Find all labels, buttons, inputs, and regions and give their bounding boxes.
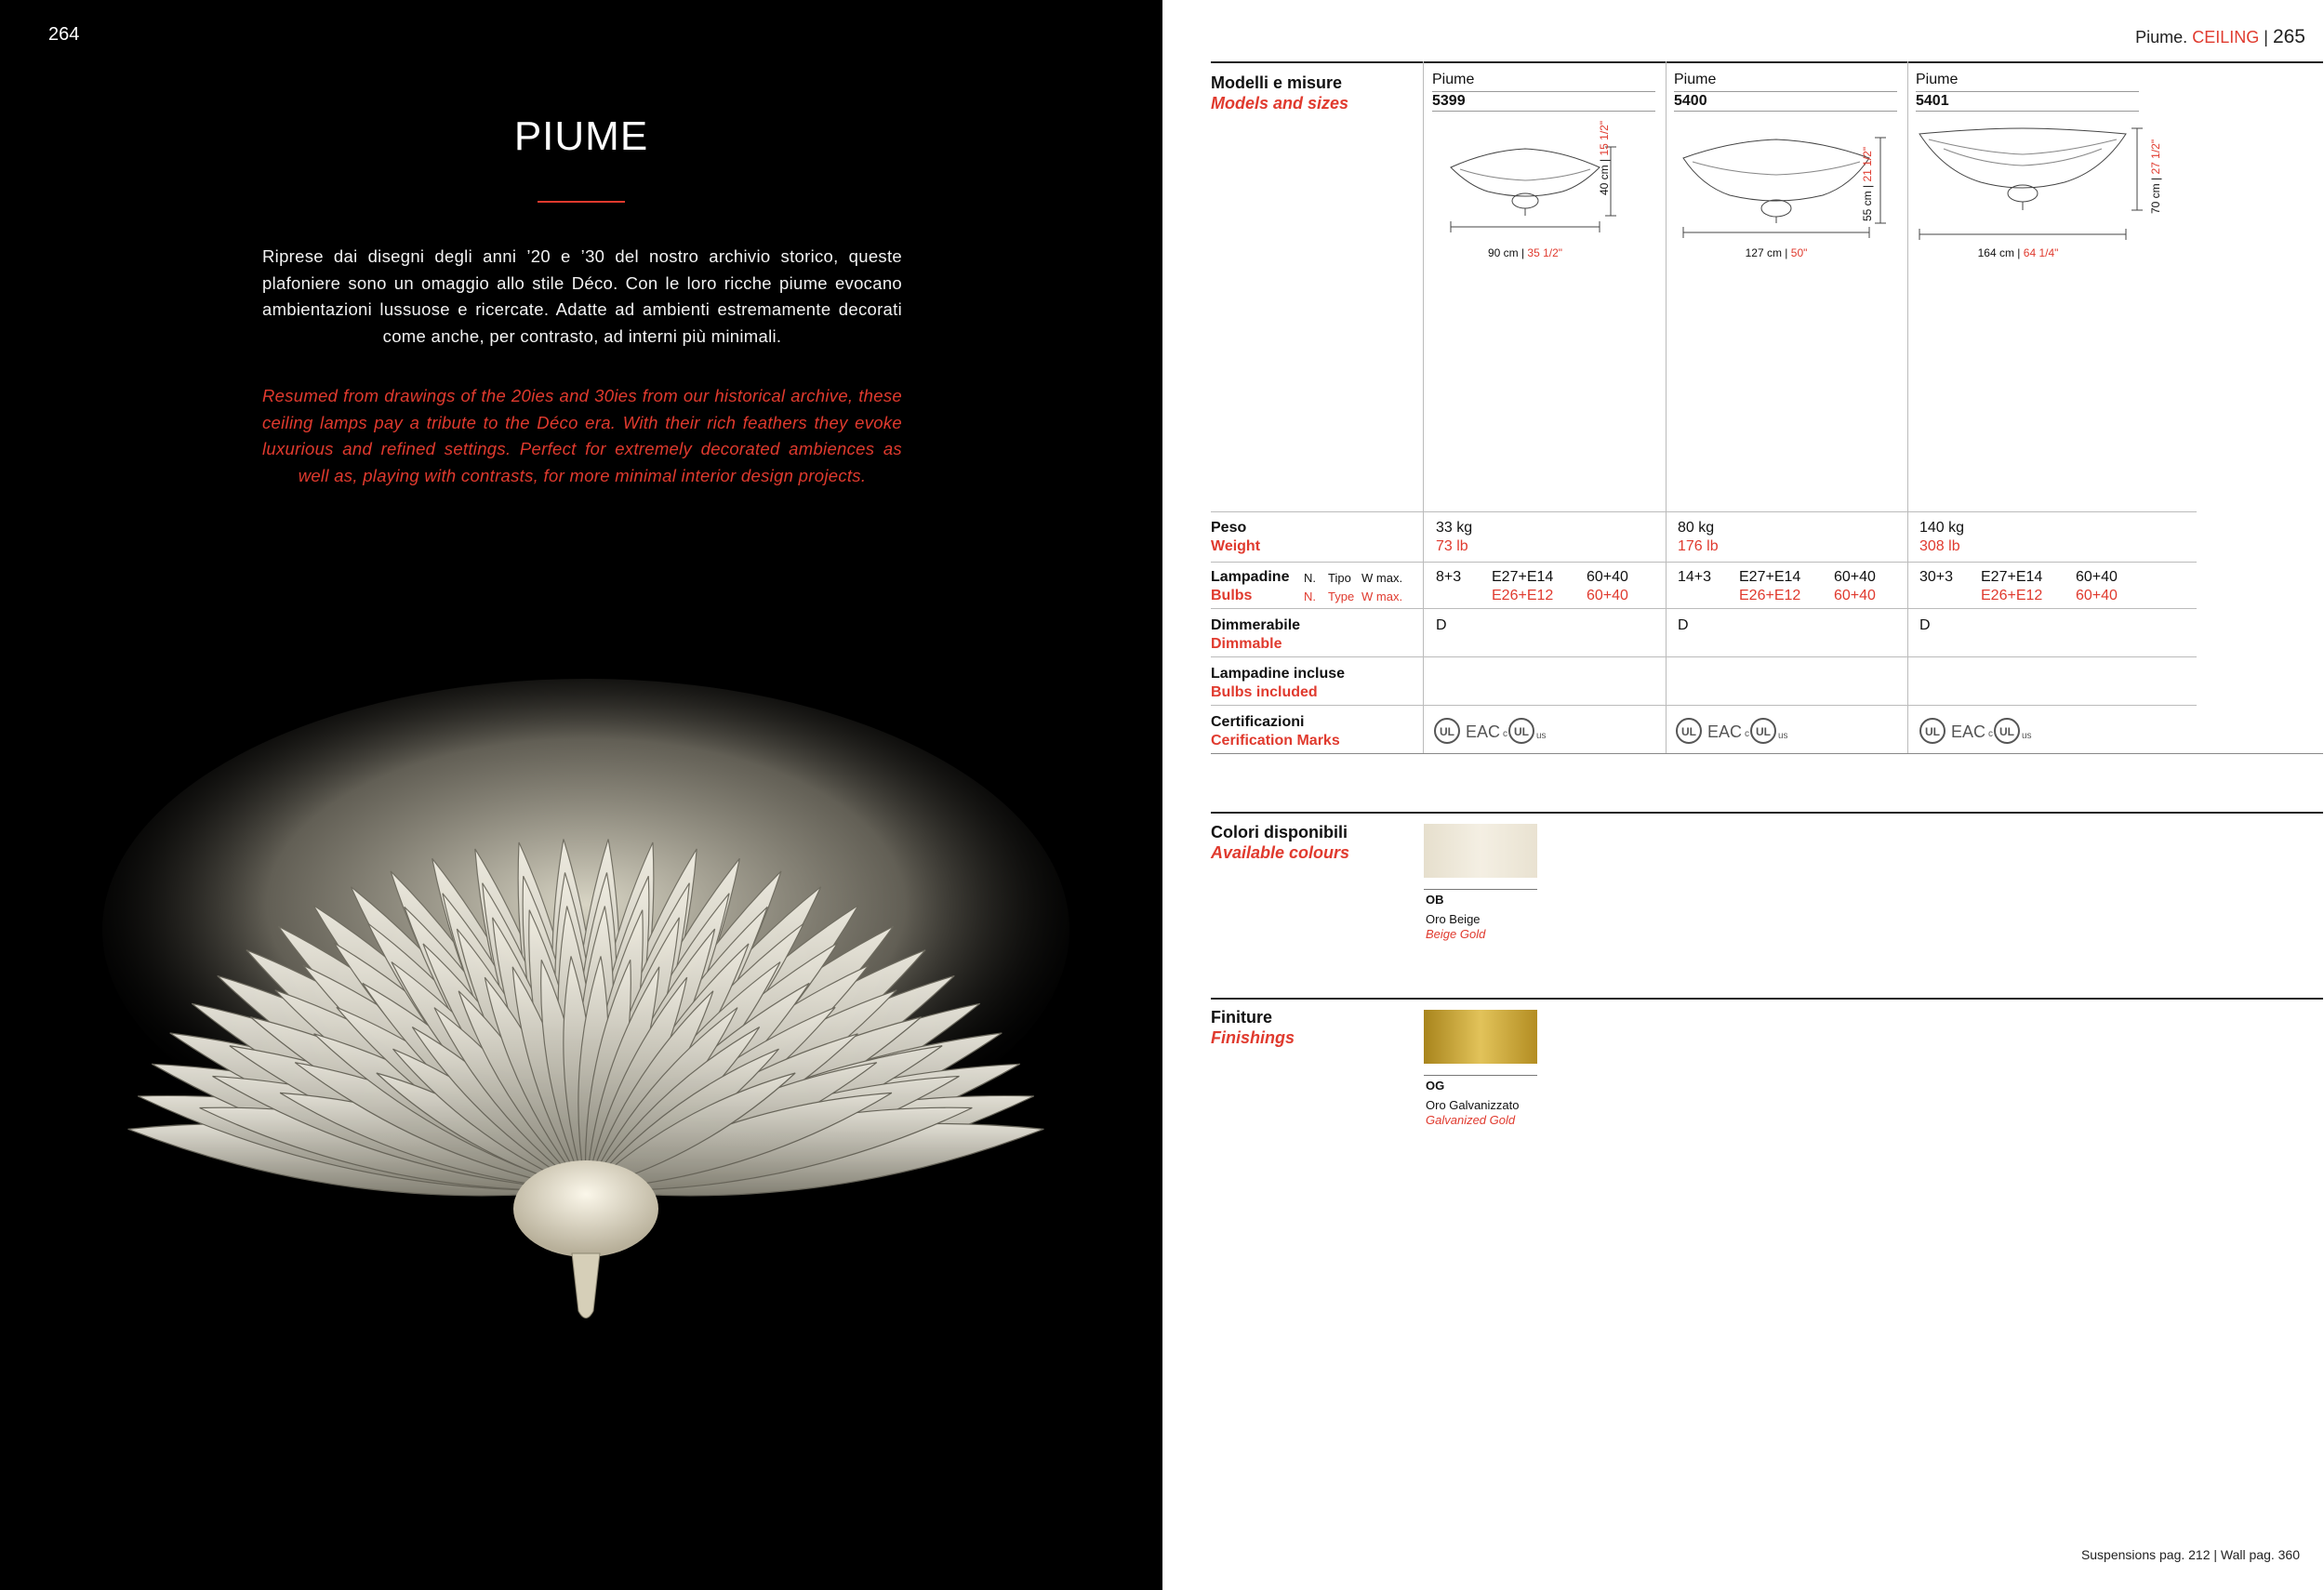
w-eu: 60+40 (1834, 569, 1876, 585)
dimmable-value: D (1436, 617, 1447, 633)
label-included-it: Lampadine incluse (1211, 666, 1346, 682)
colour-name-it: Oro Beige (1426, 912, 1481, 926)
type-us: E26+E12 (1492, 588, 1554, 603)
colour-code: OB (1426, 893, 1444, 907)
bulbs-type (1739, 568, 1800, 605)
cert-ul-text: UL (1514, 725, 1529, 738)
cert-ul-text: UL (1440, 725, 1454, 738)
weight-lb: 176 lb (1678, 538, 1719, 554)
finishes-rule (1211, 998, 2323, 1000)
cert-c-text: c (1503, 729, 1507, 739)
label-bulbs-included (1211, 665, 1345, 702)
weight-kg: 80 kg (1678, 520, 1715, 536)
row-rule (1211, 705, 2197, 706)
bulbs-type (1492, 568, 1553, 605)
label-models (1211, 73, 1348, 113)
label-colours (1211, 822, 1349, 863)
model-name: Piume (1916, 72, 1959, 87)
finish-name (1426, 1098, 1519, 1128)
height-in: 21 1/2" (1861, 146, 1874, 182)
bulbs-type (1981, 568, 2042, 605)
width-cm: 164 cm (1977, 246, 2014, 259)
width-label: 127 cm | 50" (1745, 246, 1808, 259)
column-divider (1907, 61, 1908, 753)
page-title: PIUME (513, 113, 649, 159)
bulbs-n: 30+3 (1919, 569, 1954, 585)
certification-marks-icon (1674, 716, 1804, 746)
width-cm: 90 cm (1487, 246, 1519, 259)
dimmable-value: D (1919, 617, 1931, 633)
height-cm: 70 cm (2149, 183, 2162, 214)
cert-us-text: us (1536, 731, 1547, 741)
model-code: 5399 (1432, 91, 1655, 112)
bulbs-w (1834, 568, 1876, 605)
type-eu: E27+E14 (1739, 569, 1801, 585)
cert-eac-text: EAC (1707, 722, 1743, 741)
width-label: 90 cm | 35 1/2" (1487, 246, 1563, 259)
finish-name-it: Oro Galvanizzato (1426, 1098, 1520, 1112)
finish-swatch-og[interactable] (1424, 1010, 1537, 1064)
right-page (1162, 0, 2324, 1590)
drawing-5401 (1916, 125, 2158, 255)
w-eu: 60+40 (2076, 569, 2118, 585)
weight-lb: 73 lb (1436, 538, 1468, 554)
colour-name (1426, 912, 1485, 942)
height-cm: 55 cm (1861, 191, 1874, 221)
row-rule (1211, 608, 2197, 609)
height-in: 27 1/2" (2149, 139, 2162, 175)
width-in: 64 1/4" (2023, 246, 2059, 259)
w-us: 60+40 (2076, 588, 2118, 603)
type-eu: E27+E14 (1492, 569, 1554, 585)
weight-lb: 308 lb (1919, 538, 1960, 554)
certification-marks (1918, 716, 2048, 750)
weight-kg: 140 kg (1919, 520, 1965, 536)
weight-5400 (1678, 519, 1719, 556)
w-us: 60+40 (1834, 588, 1876, 603)
page-number-left: 264 (48, 24, 80, 45)
cert-ul-text: UL (1756, 725, 1771, 738)
label-models-it: Modelli e misure (1211, 73, 1343, 92)
type-eu: E27+E14 (1981, 569, 2043, 585)
header-collection: Piume. (2135, 28, 2188, 46)
drawing-5399 (1432, 130, 1655, 260)
row-rule (1211, 511, 2197, 512)
cross-reference-footer: Suspensions pag. 212 | Wall pag. 360 (2080, 1547, 2300, 1562)
model-code: 5400 (1674, 91, 1897, 112)
model-header (1674, 71, 1897, 112)
label-bulbs (1211, 568, 1289, 605)
colours-rule (1211, 812, 2323, 814)
swatch-rule (1424, 1075, 1537, 1076)
w-us: 60+40 (1587, 588, 1628, 603)
certification-marks-icon (1432, 716, 1562, 746)
width-in: 35 1/2" (1527, 246, 1563, 259)
model-header (1432, 71, 1655, 112)
header-category: CEILING (2192, 28, 2260, 46)
finish-name-en: Galvanized Gold (1426, 1113, 1516, 1127)
type-us: E26+E12 (1739, 588, 1801, 603)
bulbs-n-it: N. (1304, 571, 1316, 585)
bulbs-w-it: W max. (1361, 571, 1403, 585)
model-name: Piume (1432, 72, 1475, 87)
model-name: Piume (1674, 72, 1717, 87)
bulbs-w (1587, 568, 1628, 605)
weight-5401 (1919, 519, 1964, 556)
label-colours-en: Available colours (1211, 843, 1350, 862)
height-label: 55 cm | 21 1/2" (1861, 146, 1874, 221)
bulbs-n: 8+3 (1436, 569, 1462, 585)
bulbs-n: 14+3 (1678, 569, 1712, 585)
label-included-en: Bulbs included (1211, 684, 1318, 700)
cert-eac-text: EAC (1466, 722, 1501, 741)
row-rule (1211, 656, 2197, 657)
label-dimmable (1211, 616, 1300, 654)
cert-us-text: us (2022, 731, 2032, 741)
height-cm: 40 cm (1598, 165, 1611, 195)
cert-us-text: us (1778, 731, 1788, 741)
weight-5399 (1436, 519, 1472, 556)
bulbs-sub-n (1304, 569, 1316, 606)
cert-ul-text: UL (1999, 725, 2014, 738)
row-rule (1211, 562, 2197, 563)
bulbs-w-en: W max. (1361, 590, 1403, 603)
finish-code: OG (1426, 1079, 1445, 1093)
label-cert-it: Certificazioni (1211, 714, 1305, 730)
colour-swatch-ob[interactable] (1424, 824, 1537, 878)
label-weight-en: Weight (1211, 538, 1261, 554)
swatch-rule (1424, 889, 1537, 890)
column-divider (1423, 61, 1424, 753)
height-label: 70 cm | 27 1/2" (2149, 139, 2162, 214)
label-finish-it: Finiture (1211, 1008, 1272, 1027)
cert-ul-text: UL (1925, 725, 1940, 738)
cert-c-text: c (1988, 729, 1993, 739)
certification-marks-icon (1918, 716, 2048, 746)
label-cert-en: Cerification Marks (1211, 733, 1340, 749)
height-in: 15 1/2" (1598, 120, 1611, 156)
bulbs-type-en: Type (1328, 590, 1355, 603)
label-weight (1211, 519, 1260, 556)
label-certifications (1211, 713, 1340, 750)
label-bulbs-en: Bulbs (1211, 588, 1253, 603)
description-english: Resumed from drawings of the 20ies and 30ies from our historical archive, these ceiling lamps pay a tribute to the Déco era. With their rich feathers they evoke luxurious and refined settings. Perfect for extremely decorated ambiences as well as, playing with contrasts, for more minimal interior design projects. (262, 386, 902, 485)
certification-marks (1674, 716, 1804, 750)
certification-marks (1432, 716, 1562, 750)
page-number-right: 265 (2272, 26, 2305, 47)
bulbs-sub-w (1361, 569, 1402, 606)
label-weight-it: Peso (1211, 520, 1247, 536)
type-us: E26+E12 (1981, 588, 2043, 603)
label-dimmable-it: Dimmerabile (1211, 617, 1301, 633)
label-dimmable-en: Dimmable (1211, 636, 1282, 652)
width-in: 50" (1790, 246, 1808, 259)
lamp-photo (93, 669, 1079, 1339)
bulbs-w (2076, 568, 2118, 605)
weight-kg: 33 kg (1436, 520, 1473, 536)
width-cm: 127 cm (1745, 246, 1782, 259)
model-code: 5401 (1916, 91, 2139, 112)
colour-name-en: Beige Gold (1426, 927, 1486, 941)
cert-c-text: c (1745, 729, 1749, 739)
header-separator: | (2264, 28, 2268, 46)
model-header (1916, 71, 2139, 112)
column-divider (1666, 61, 1667, 753)
bulbs-n-en: N. (1304, 590, 1316, 603)
label-models-en: Models and sizes (1211, 94, 1349, 113)
description-italian: Riprese dai disegni degli anni ’20 e ’30 del nostro archivio storico, queste plafoniere sono un omaggio allo stile Déco. Con le loro ricche piume evocano ambientazioni lussuose e ricercate. Adatte ad ambienti estremamente decorati come anche, per contrasto, ad interni più minimali. (262, 246, 902, 346)
label-colours-it: Colori disponibili (1211, 823, 1348, 841)
bulbs-type-it: Tipo (1328, 571, 1351, 585)
top-rule (1211, 61, 2323, 63)
label-bulbs-it: Lampadine (1211, 569, 1290, 585)
width-label: 164 cm | 64 1/4" (1977, 246, 2059, 259)
label-finishes (1211, 1007, 1295, 1048)
title-underline (538, 201, 625, 203)
cert-eac-text: EAC (1951, 722, 1986, 741)
label-finish-en: Finishings (1211, 1028, 1295, 1047)
cert-ul-text: UL (1681, 725, 1696, 738)
row-rule (1211, 753, 2323, 754)
dimmable-value: D (1678, 617, 1689, 633)
running-header (2135, 26, 2305, 48)
w-eu: 60+40 (1587, 569, 1628, 585)
height-label: 40 cm | 15 1/2" (1598, 120, 1611, 195)
bulbs-sub-type (1328, 569, 1354, 606)
